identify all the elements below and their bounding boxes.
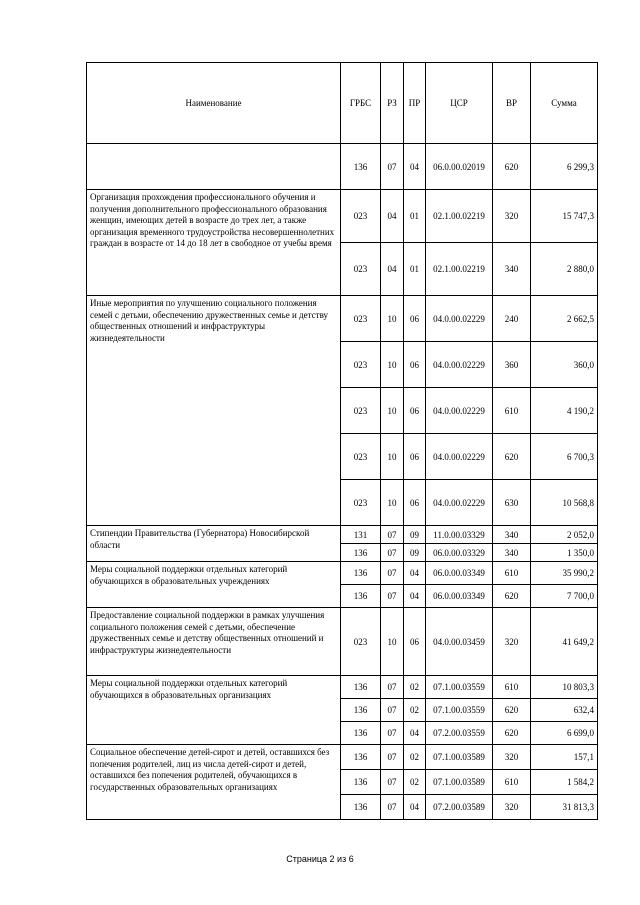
cell-pr: 06 <box>404 480 426 526</box>
cell-grbs: 136 <box>341 745 381 770</box>
cell-grbs: 023 <box>341 608 381 676</box>
cell-grbs: 023 <box>341 296 381 342</box>
cell-vr: 320 <box>493 608 531 676</box>
header-grbs: ГРБС <box>341 63 381 144</box>
cell-pr: 04 <box>404 585 426 608</box>
cell-sum: 35 990,2 <box>531 562 598 585</box>
cell-grbs: 136 <box>341 795 381 820</box>
cell-rz: 04 <box>381 190 404 243</box>
cell-rz: 07 <box>381 526 404 544</box>
cell-vr: 630 <box>493 480 531 526</box>
cell-grbs: 131 <box>341 526 381 544</box>
cell-vr: 340 <box>493 526 531 544</box>
table-body <box>87 144 598 820</box>
cell-rz: 10 <box>381 608 404 676</box>
cell-grbs: 023 <box>341 480 381 526</box>
cell-rz: 10 <box>381 434 404 480</box>
cell-grbs: 136 <box>341 699 381 722</box>
cell-sum: 2 662,5 <box>531 296 598 342</box>
cell-sum: 10 803,3 <box>531 676 598 699</box>
cell-csr: 04.0.00.02229 <box>426 342 493 388</box>
cell-csr: 06.0.00.03349 <box>426 585 493 608</box>
table-row <box>87 745 598 770</box>
cell-grbs: 136 <box>341 585 381 608</box>
page-footer: Страница 2 из 6 <box>286 854 354 864</box>
header-vr: ВР <box>493 63 531 144</box>
cell-pr: 01 <box>404 243 426 296</box>
cell-sum: 15 747,3 <box>531 190 598 243</box>
cell-sum: 360,0 <box>531 342 598 388</box>
header-rz: РЗ <box>381 63 404 144</box>
item-name: Иные мероприятия по улучшению социального положения семей с детьми, обеспечению дружественных семье и детству общественных отношений и инфраструктуры жизнедеятельности <box>87 296 341 526</box>
cell-sum: 41 649,2 <box>531 608 598 676</box>
cell-pr: 06 <box>404 608 426 676</box>
cell-csr: 04.0.00.02229 <box>426 434 493 480</box>
cell-rz: 07 <box>381 722 404 745</box>
cell-vr: 320 <box>493 795 531 820</box>
header-sum: Сумма <box>531 63 598 144</box>
cell-rz: 07 <box>381 544 404 562</box>
cell-pr: 06 <box>404 388 426 434</box>
cell-rz: 10 <box>381 388 404 434</box>
cell-vr: 240 <box>493 296 531 342</box>
cell-sum: 7 700,0 <box>531 585 598 608</box>
cell-pr: 09 <box>404 544 426 562</box>
cell-csr: 07.1.00.03589 <box>426 770 493 795</box>
cell-vr: 620 <box>493 434 531 480</box>
table-row <box>87 526 598 544</box>
cell-rz: 07 <box>381 585 404 608</box>
table-row <box>87 676 598 699</box>
table-header-row <box>87 63 598 144</box>
cell-pr: 04 <box>404 562 426 585</box>
cell-csr: 04.0.00.03459 <box>426 608 493 676</box>
cell-vr: 610 <box>493 676 531 699</box>
table-row <box>87 562 598 585</box>
cell-grbs: 023 <box>341 434 381 480</box>
cell-grbs: 136 <box>341 676 381 699</box>
cell-vr: 620 <box>493 144 531 190</box>
cell-sum: 2 880,0 <box>531 243 598 296</box>
cell-sum: 157,1 <box>531 745 598 770</box>
cell-vr: 320 <box>493 190 531 243</box>
cell-grbs: 023 <box>341 342 381 388</box>
cell-pr: 02 <box>404 770 426 795</box>
cell-csr: 06.0.00.03349 <box>426 562 493 585</box>
table-row <box>87 144 598 190</box>
cell-sum: 632,4 <box>531 699 598 722</box>
cell-csr: 07.1.00.03559 <box>426 676 493 699</box>
cell-grbs: 136 <box>341 144 381 190</box>
cell-csr: 04.0.00.02229 <box>426 388 493 434</box>
cell-rz: 04 <box>381 243 404 296</box>
cell-rz: 10 <box>381 342 404 388</box>
cell-csr: 02.1.00.02219 <box>426 190 493 243</box>
cell-sum: 1 584,2 <box>531 770 598 795</box>
cell-csr: 11.0.00.03329 <box>426 526 493 544</box>
cell-pr: 02 <box>404 745 426 770</box>
cell-pr: 04 <box>404 722 426 745</box>
cell-csr: 04.0.00.02229 <box>426 480 493 526</box>
cell-pr: 01 <box>404 190 426 243</box>
table-row <box>87 190 598 243</box>
cell-csr: 02.1.00.02219 <box>426 243 493 296</box>
cell-pr: 02 <box>404 699 426 722</box>
item-name: Меры социальной поддержки отдельных категорий обучающихся в образовательных учреждениях <box>87 562 341 608</box>
cell-sum: 6 699,0 <box>531 722 598 745</box>
cell-sum: 4 190,2 <box>531 388 598 434</box>
cell-pr: 06 <box>404 342 426 388</box>
cell-csr: 06.0.00.02019 <box>426 144 493 190</box>
budget-table <box>86 62 598 820</box>
cell-rz: 07 <box>381 795 404 820</box>
cell-vr: 610 <box>493 388 531 434</box>
item-name: Предоставление социальной поддержки в рамках улучшения социального положения семей с детьми, обеспечение дружественных семье и детству общественных отношений и инфраструктуры жизнедеятельности <box>87 608 341 676</box>
cell-csr: 07.2.00.03589 <box>426 795 493 820</box>
cell-vr: 620 <box>493 722 531 745</box>
cell-sum: 10 568,8 <box>531 480 598 526</box>
cell-rz: 07 <box>381 676 404 699</box>
cell-grbs: 136 <box>341 544 381 562</box>
cell-rz: 07 <box>381 144 404 190</box>
cell-pr: 04 <box>404 795 426 820</box>
cell-vr: 340 <box>493 544 531 562</box>
cell-grbs: 136 <box>341 562 381 585</box>
item-name: Меры социальной поддержки отдельных категорий обучающихся в образовательных организациях <box>87 676 341 745</box>
cell-sum: 2 052,0 <box>531 526 598 544</box>
header-pr: ПР <box>404 63 426 144</box>
cell-pr: 06 <box>404 434 426 480</box>
cell-rz: 07 <box>381 562 404 585</box>
cell-grbs: 136 <box>341 770 381 795</box>
cell-pr: 09 <box>404 526 426 544</box>
cell-sum: 31 813,3 <box>531 795 598 820</box>
cell-rz: 10 <box>381 296 404 342</box>
header-name: Наименование <box>87 63 341 144</box>
cell-vr: 620 <box>493 699 531 722</box>
cell-csr: 07.1.00.03589 <box>426 745 493 770</box>
cell-rz: 07 <box>381 745 404 770</box>
cell-csr: 07.1.00.03559 <box>426 699 493 722</box>
cell-rz: 07 <box>381 699 404 722</box>
cell-csr: 06.0.00.03329 <box>426 544 493 562</box>
cell-csr: 07.2.00.03559 <box>426 722 493 745</box>
cell-sum: 6 700,3 <box>531 434 598 480</box>
cell-vr: 620 <box>493 585 531 608</box>
table-row <box>87 296 598 342</box>
cell-vr: 360 <box>493 342 531 388</box>
item-name: Стипендии Правительства (Губернатора) Новосибирской области <box>87 526 341 562</box>
cell-pr: 06 <box>404 296 426 342</box>
cell-pr: 04 <box>404 144 426 190</box>
cell-vr: 610 <box>493 562 531 585</box>
cell-grbs: 136 <box>341 722 381 745</box>
cell-rz: 07 <box>381 770 404 795</box>
cell-csr: 04.0.00.02229 <box>426 296 493 342</box>
table-row <box>87 608 598 676</box>
cell-vr: 320 <box>493 745 531 770</box>
cell-vr: 610 <box>493 770 531 795</box>
cell-grbs: 023 <box>341 243 381 296</box>
cell-sum: 6 299,3 <box>531 144 598 190</box>
item-name <box>87 144 341 190</box>
item-name: Социальное обеспечение детей-сирот и детей, оставшихся без попечения родителей, лиц из числа детей-сирот и детей, оставшихся без попечения родителей, обучающихся в государственных образовательных организациях <box>87 745 341 820</box>
cell-grbs: 023 <box>341 388 381 434</box>
cell-rz: 10 <box>381 480 404 526</box>
cell-vr: 340 <box>493 243 531 296</box>
cell-grbs: 023 <box>341 190 381 243</box>
cell-sum: 1 350,0 <box>531 544 598 562</box>
header-csr: ЦСР <box>426 63 493 144</box>
item-name: Организация прохождения профессионального обучения и получения дополнительного профессионального образования женщин, имеющих детей в возрасте до трех лет, а также организация временного трудоустройства несовершеннолетних граждан в возрасте от 14 до 18 лет в свободное от учебы время <box>87 190 341 296</box>
cell-pr: 02 <box>404 676 426 699</box>
